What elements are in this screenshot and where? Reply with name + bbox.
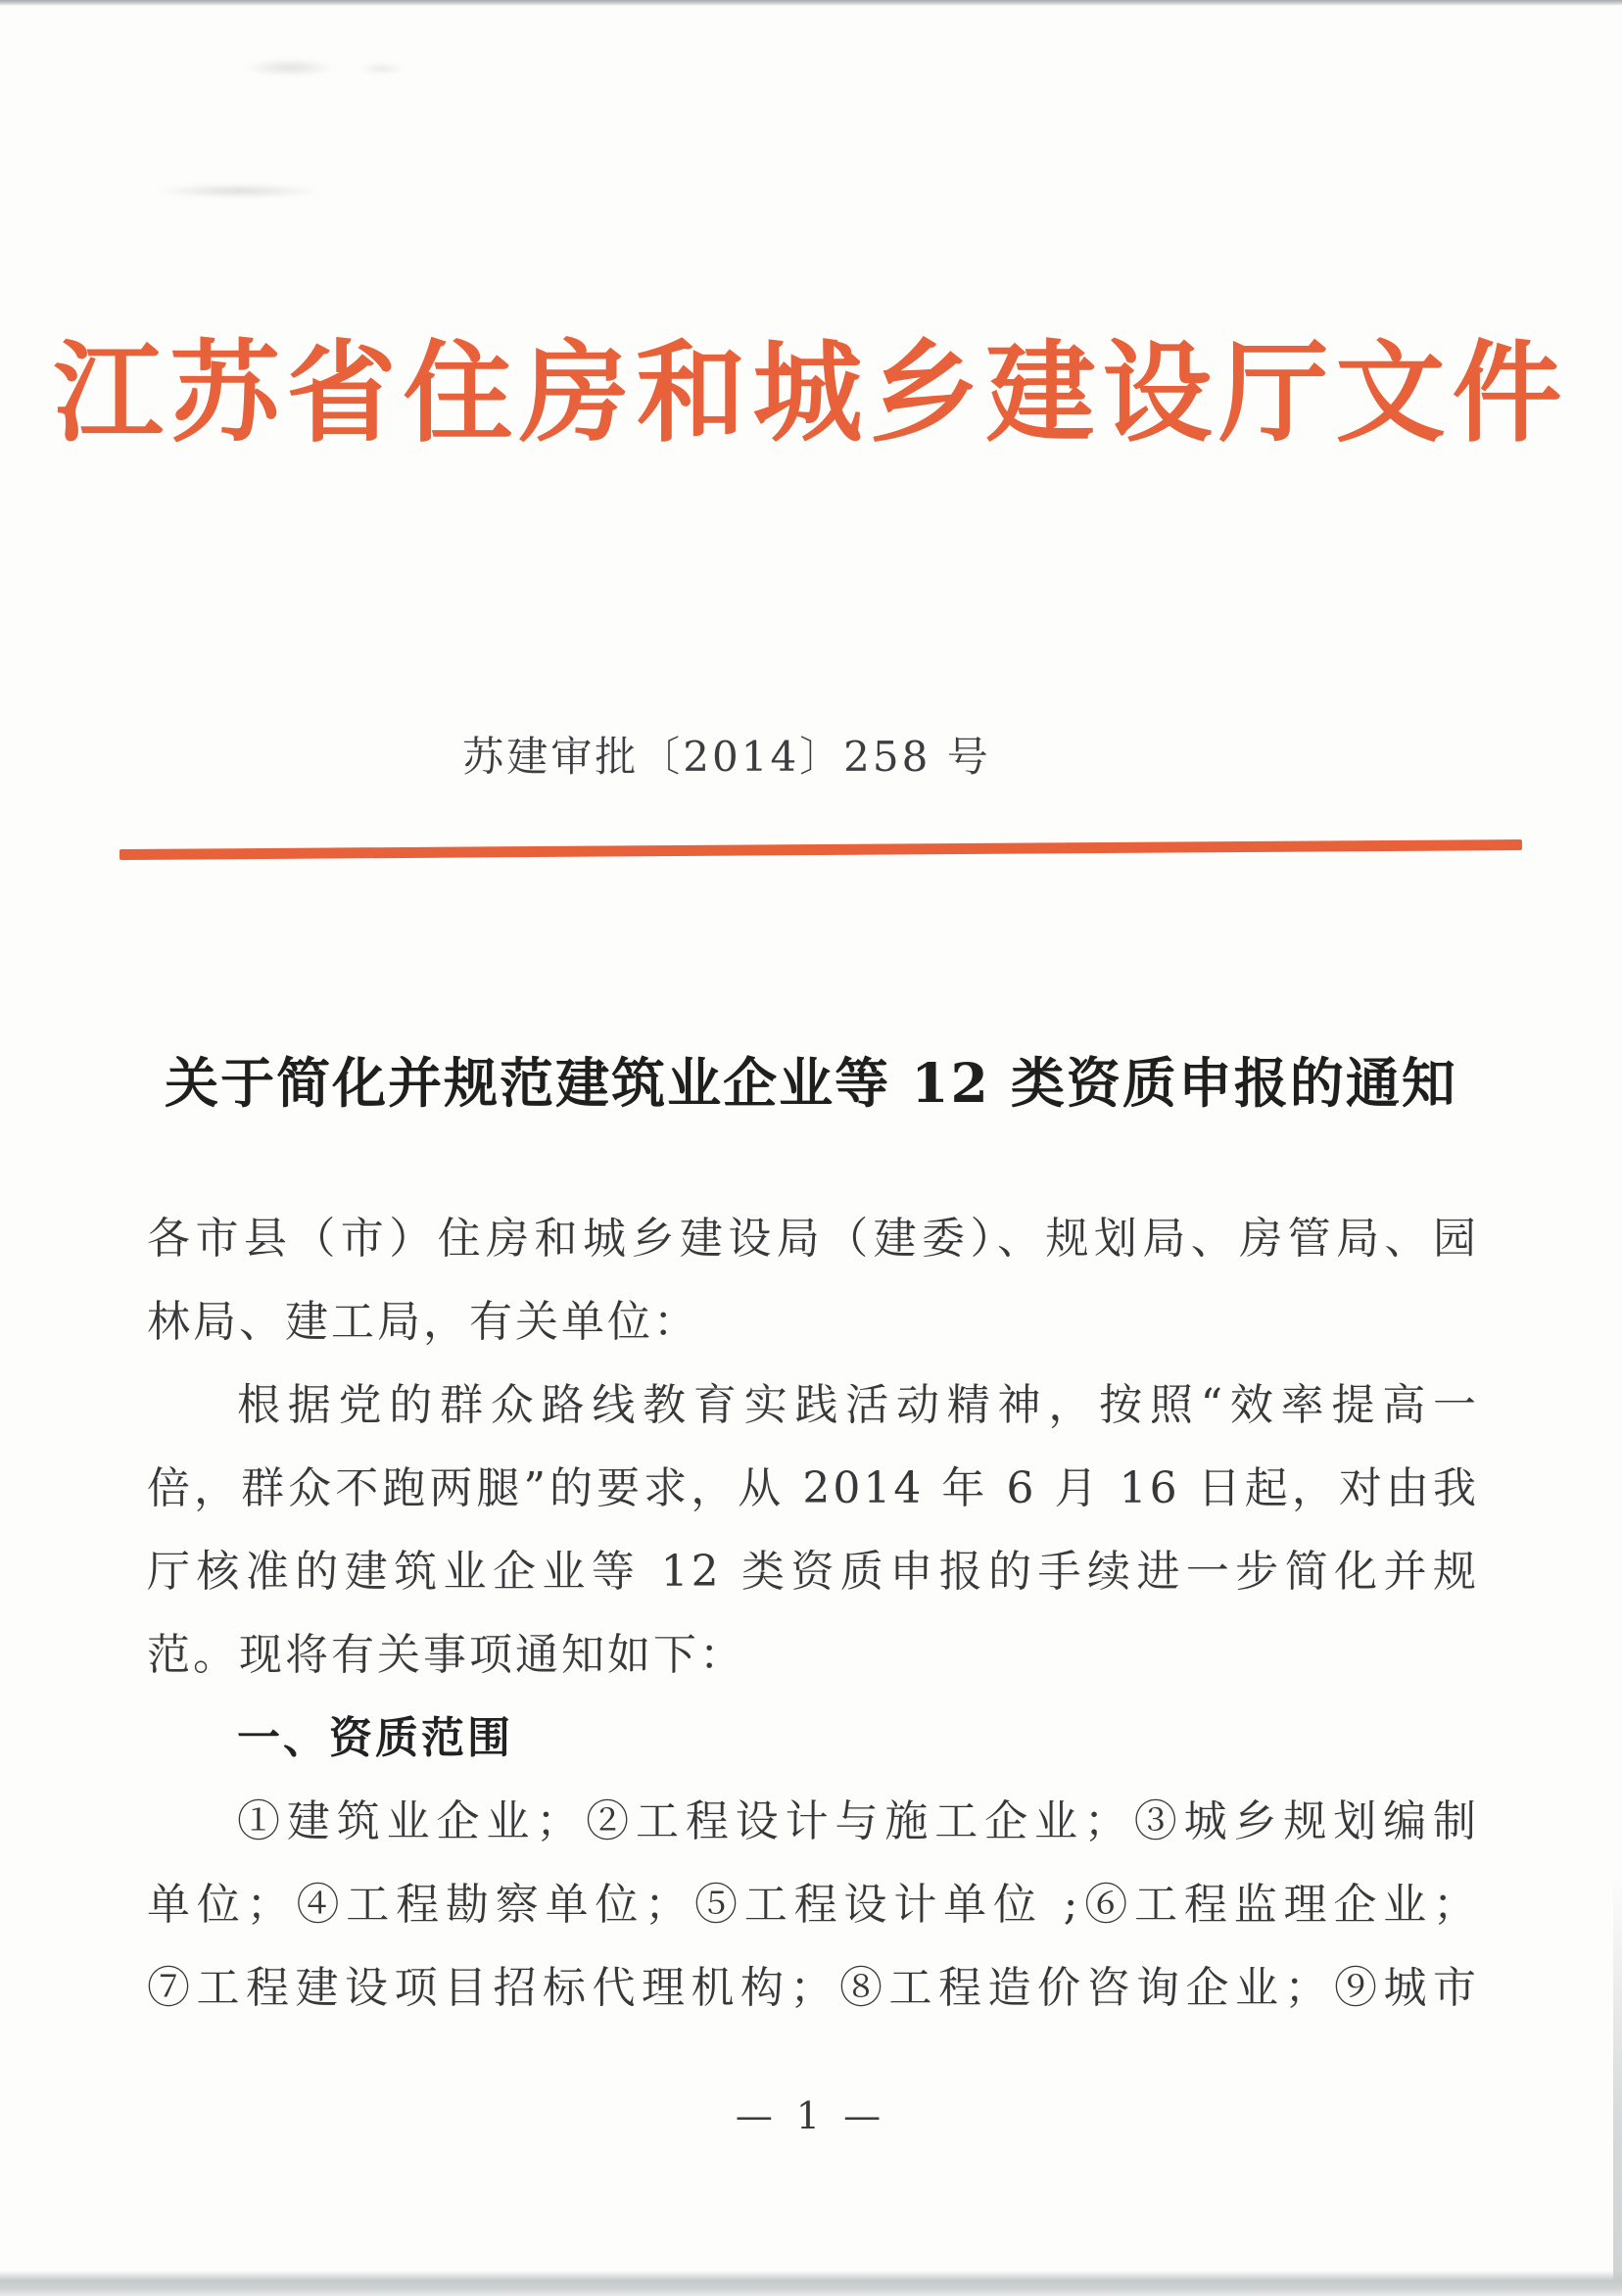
body-line: 范。现将有关事项通知如下：: [147, 1630, 745, 1680]
scan-edge-right: [1613, 1875, 1622, 2296]
body-lines: [147, 1197, 1479, 2030]
scan-smudge: [358, 63, 406, 74]
page-number: — 1 —: [735, 2094, 887, 2137]
body-line: ①建筑业企业；②工程设计与施工企业；③城乡规划编制: [237, 1796, 1479, 1846]
body-line: 各市县（市）住房和城乡建设局（建委）、规划局、房管局、园: [147, 1214, 1479, 1264]
agency-letterhead-title: 江苏省住房和城乡建设厅文件: [53, 329, 1569, 457]
body-line: 厅核准的建筑业企业等 12 类资质申报的手续进一步简化并规: [147, 1547, 1479, 1597]
body-line: 林局、建工局，有关单位：: [147, 1297, 699, 1347]
scan-edge-bottom: [0, 2271, 1622, 2296]
body-line: 单位；④工程勘察单位；⑤工程设计单位 ;⑥工程监理企业；: [147, 1880, 1479, 1930]
document-number: 苏建审批〔2014〕258 号: [462, 733, 991, 781]
scan-edge-top: [0, 0, 1622, 6]
body-line: 倍，群众不跑两腿”的要求，从 2014 年 6 月 16 日起，对由我: [147, 1463, 1479, 1513]
body-line: ⑦工程建设项目招标代理机构；⑧工程造价咨询企业；⑨城市: [147, 1963, 1479, 2013]
scan-smudge: [243, 59, 337, 76]
notice-title: 关于简化并规范建筑业企业等 12 类资质申报的通知: [165, 1051, 1457, 1115]
body-line: 根据党的群众路线教育实践活动精神，按照“效率提高一: [237, 1380, 1479, 1430]
body-line: 一、资质范围: [237, 1713, 513, 1763]
red-divider-line: [119, 839, 1522, 860]
scan-smudge: [155, 184, 321, 198]
